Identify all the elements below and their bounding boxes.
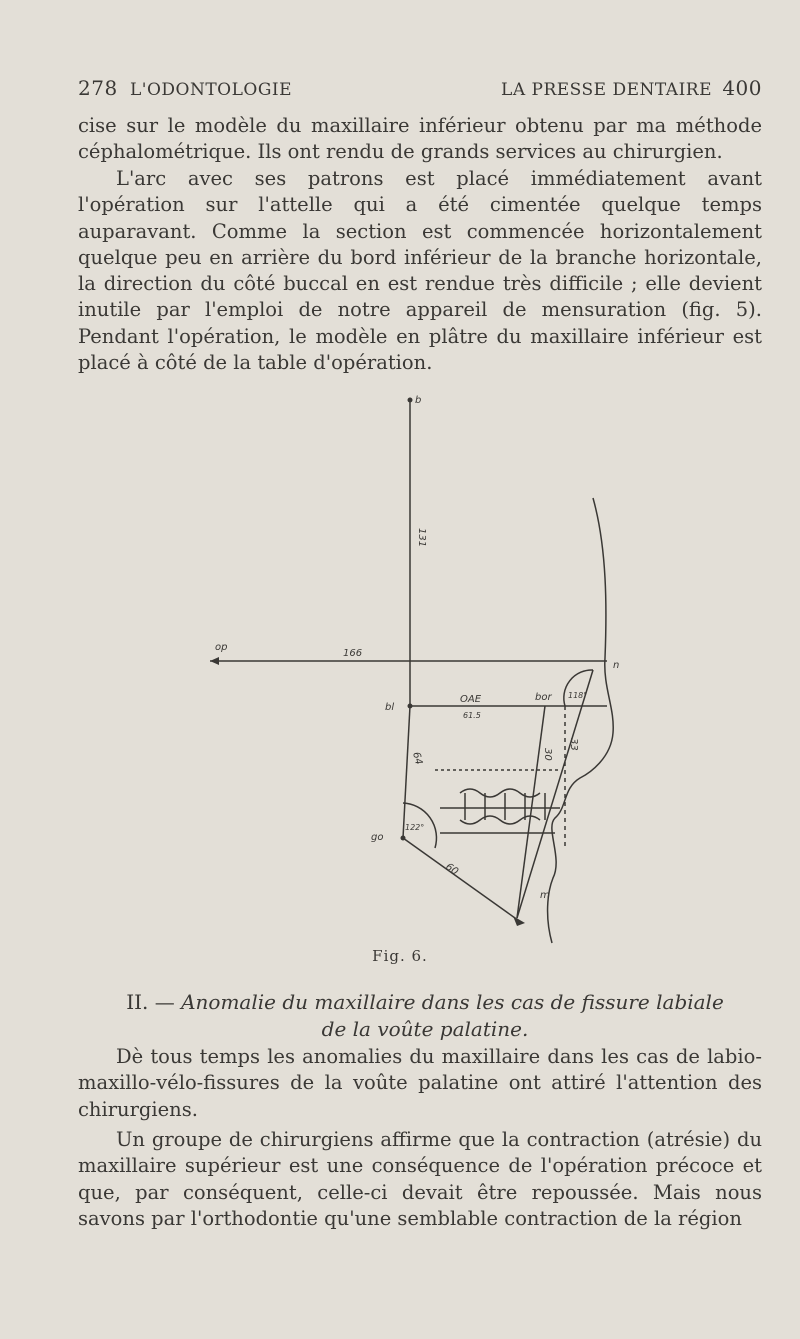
paragraph-1: cise sur le modèle du maxillaire inférieur obtenu par ma méthode céphalométrique. Ils ont rendu de grands services au chirurgien. bbox=[78, 114, 762, 164]
ramus-line bbox=[403, 706, 410, 838]
diagonal-line bbox=[517, 670, 593, 918]
angle-arc-bor bbox=[564, 670, 593, 706]
label-61-5: 61.5 bbox=[463, 711, 481, 720]
label-118: 118° bbox=[568, 691, 588, 700]
label-131: 131 bbox=[416, 528, 427, 548]
label-m: m bbox=[540, 890, 550, 901]
symphysis-line bbox=[517, 706, 545, 918]
label-122: 122° bbox=[405, 823, 425, 832]
label-33: 33 bbox=[568, 738, 579, 751]
paragraph-3: Dè tous temps les anomalies du maxillaire dans les cas de labio-maxillo-vélo-fissures de la voûte palatine ont attiré l'attention des chirurgiens. bbox=[78, 1045, 762, 1121]
label-bl: bl bbox=[385, 702, 395, 713]
arrow-op bbox=[210, 657, 219, 665]
label-bor: bor bbox=[535, 692, 552, 703]
journal-title-left: L'ODONTOLOGIE bbox=[130, 80, 293, 100]
arrow-menton bbox=[513, 916, 525, 926]
running-header bbox=[78, 74, 762, 104]
section-title-line-1: Anomalie du maxillaire dans les cas de fissure labiale bbox=[181, 990, 724, 1014]
label-166: 166 bbox=[343, 648, 363, 659]
label-oae: OAE bbox=[460, 694, 482, 705]
mandible-border-line bbox=[403, 838, 515, 918]
label-64: 64 bbox=[410, 750, 425, 767]
paragraph-2: L'arc avec ses patrons est placé immédiatement avant l'opération sur l'attelle qui a été cimentée quelque temps auparavant. Comme la section est commencée horizontalement quelque peu en arrière du bord inférieur de la branche horizontale, la direction du côté buccal en est rendue très difficile ; elle devient inutile par l'emploi de notre appareil de mensuration (fig. 5). Pendant l'opération, le modèle en plâtre du maxillaire inférieur est placé à côté de la table d'opération. bbox=[78, 167, 762, 375]
label-op: op bbox=[215, 642, 228, 653]
cephalometric-figure bbox=[195, 388, 620, 953]
section-title-line-2: de la voûte palatine. bbox=[321, 1017, 529, 1041]
figure-caption: Fig. 6. bbox=[372, 947, 428, 965]
section-number: II. — bbox=[126, 990, 175, 1014]
label-go: go bbox=[371, 832, 384, 843]
section-heading bbox=[100, 989, 750, 1043]
facial-profile-curve bbox=[548, 498, 614, 943]
label-b: b bbox=[415, 395, 422, 406]
label-n: n bbox=[613, 660, 620, 671]
page-number-left: 278 bbox=[78, 76, 118, 100]
point-bl bbox=[408, 704, 413, 709]
paragraph-4: Un groupe de chirurgiens affirme que la contraction (atrésie) du maxillaire supérieur est une conséquence de l'opération précoce et que, par conséquent, celle-ci devait être repoussée. Mais nous savons par l'orthodontie qu'une semblable contraction de la région bbox=[78, 1128, 762, 1230]
label-60: 60 bbox=[443, 861, 461, 878]
label-30: 30 bbox=[542, 748, 553, 761]
point-go bbox=[401, 836, 406, 841]
page-number-right: 400 bbox=[722, 76, 762, 100]
point-b bbox=[408, 398, 413, 403]
journal-title-right: LA PRESSE DENTAIRE bbox=[501, 80, 712, 100]
